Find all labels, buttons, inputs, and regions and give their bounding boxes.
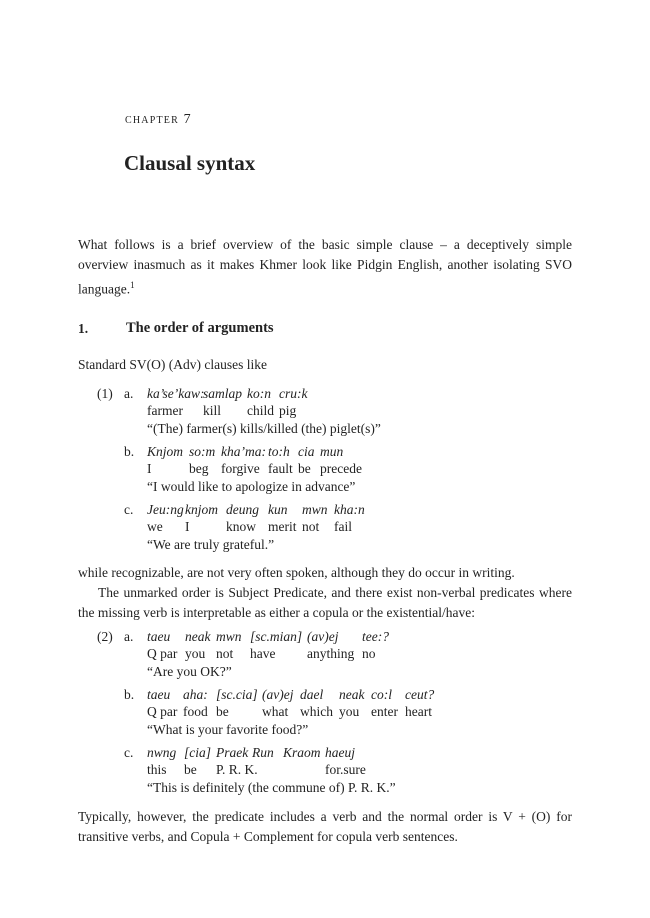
source-word: to:h [268, 444, 290, 459]
translation: “(The) farmer(s) kills/killed (the) piglet(s)” [147, 421, 381, 436]
source-word: dael [300, 687, 324, 702]
source-word: kha’ma: [221, 444, 266, 459]
source-word: Kraom [283, 745, 321, 760]
middle-paragraph-line: while recognizable, are not very often spoken, although they do occur in writing. [78, 565, 515, 580]
example-letter: a. [124, 386, 134, 401]
source-word: ceut? [405, 687, 435, 702]
source-word: co:l [371, 687, 392, 702]
translation: “This is definitely (the commune of) P. R. K.” [147, 780, 396, 795]
gloss-word: not [216, 646, 234, 661]
source-word: samlap [203, 386, 243, 401]
source-word: [sc.mian] [250, 629, 303, 644]
gloss-word: anything [307, 646, 355, 661]
intro-text: What follows is a brief overview of the basic simple clause – a deceptively simple overview inasmuch as it makes Khmer look like Pidgin English, another isolating SVO language. [78, 237, 572, 297]
source-word: nwng [147, 745, 177, 760]
translation: “What is your favorite food?” [147, 722, 309, 737]
chapter-title: Clausal syntax [124, 151, 256, 175]
gloss-word: you [185, 646, 206, 661]
gloss-word: beg [189, 461, 209, 476]
source-word: neak [339, 687, 365, 702]
gloss-word: fault [268, 461, 293, 476]
source-word: cru:k [279, 386, 308, 401]
intro-paragraph [78, 235, 572, 300]
source-word: ka’se’kaw: [147, 386, 205, 401]
gloss-word: which [300, 704, 333, 719]
section-number: 1. [78, 321, 89, 336]
example-letter: b. [124, 687, 135, 702]
source-word: so:m [189, 444, 216, 459]
example-number: (1) [97, 386, 113, 401]
translation: “I would like to apologize in advance” [147, 479, 356, 494]
source-word: kha:n [334, 502, 365, 517]
gloss-word: what [262, 704, 289, 719]
source-word: Knjom [147, 444, 184, 459]
source-word: aha: [183, 687, 208, 702]
source-word: (av)ej [262, 687, 294, 702]
source-word: taeu [147, 687, 171, 702]
source-word: cia [298, 444, 315, 459]
gloss-word: be [216, 704, 229, 719]
gloss-word: P. R. K. [216, 762, 258, 777]
source-word: [sc.cia] [216, 687, 258, 702]
gloss-word: Q par [147, 646, 178, 661]
example-number: (2) [97, 629, 113, 644]
source-word: ko:n [247, 386, 271, 401]
source-word: [cia] [184, 745, 211, 760]
source-word: taeu [147, 629, 171, 644]
source-word: Jeu:ng [147, 502, 184, 517]
example-letter: c. [124, 745, 134, 760]
gloss-word: food [183, 704, 208, 719]
gloss-word: farmer [147, 403, 183, 418]
gloss-word: forgive [221, 461, 260, 476]
closing-paragraph: Typically, however, the predicate includes a verb and the normal order is V + (O) for transitive verbs, and Copula + Complement for copula verb sentences. [78, 809, 572, 844]
gloss-word: child [247, 403, 274, 418]
gloss-word: Q par [147, 704, 178, 719]
source-word: deung [226, 502, 259, 517]
standard-clause-line: Standard SV(O) (Adv) clauses like [78, 357, 267, 372]
example-letter: b. [124, 444, 135, 459]
source-word: mwn [216, 629, 242, 644]
source-word: (av)ej [307, 629, 339, 644]
source-word: knjom [185, 502, 218, 517]
gloss-word: heart [405, 704, 432, 719]
section-title: The order of arguments [126, 320, 274, 336]
gloss-word: kill [203, 403, 222, 418]
gloss-word: no [362, 646, 376, 661]
source-word: neak [185, 629, 211, 644]
gloss-word: merit [268, 519, 297, 534]
gloss-word: know [226, 519, 256, 534]
chapter-label: chapter 7 [125, 112, 192, 127]
middle-paragraph-text: The unmarked order is Subject Predicate, and there exist non-verbal predicates where the missing verb is interpretable as either a copula or the existential/have: [78, 585, 572, 620]
gloss-word: for.sure [325, 762, 366, 777]
gloss-word: pig [279, 403, 297, 418]
gloss-word: precede [320, 461, 362, 476]
gloss-word: be [184, 762, 197, 777]
source-word: mun [320, 444, 344, 459]
gloss-word: I [147, 461, 152, 476]
source-word: Praek [216, 745, 249, 760]
example-letter: a. [124, 629, 134, 644]
source-word: mwn [302, 502, 328, 517]
translation: “We are truly grateful.” [147, 537, 275, 552]
footnote-marker[interactable]: 1 [130, 280, 135, 290]
example-letter: c. [124, 502, 134, 517]
source-word: Run [252, 745, 274, 760]
source-word: kun [268, 502, 288, 517]
source-word: haeuj [325, 745, 355, 760]
source-word: tee:? [362, 629, 389, 644]
gloss-word: we [147, 519, 163, 534]
gloss-word: not [302, 519, 320, 534]
gloss-word: be [298, 461, 311, 476]
gloss-word: this [147, 762, 167, 777]
gloss-word: I [185, 519, 190, 534]
gloss-word: you [339, 704, 360, 719]
gloss-word: fail [334, 519, 352, 534]
gloss-word: have [250, 646, 276, 661]
middle-paragraph [78, 583, 572, 623]
translation: “Are you OK?” [147, 664, 232, 679]
gloss-word: enter [371, 704, 398, 719]
